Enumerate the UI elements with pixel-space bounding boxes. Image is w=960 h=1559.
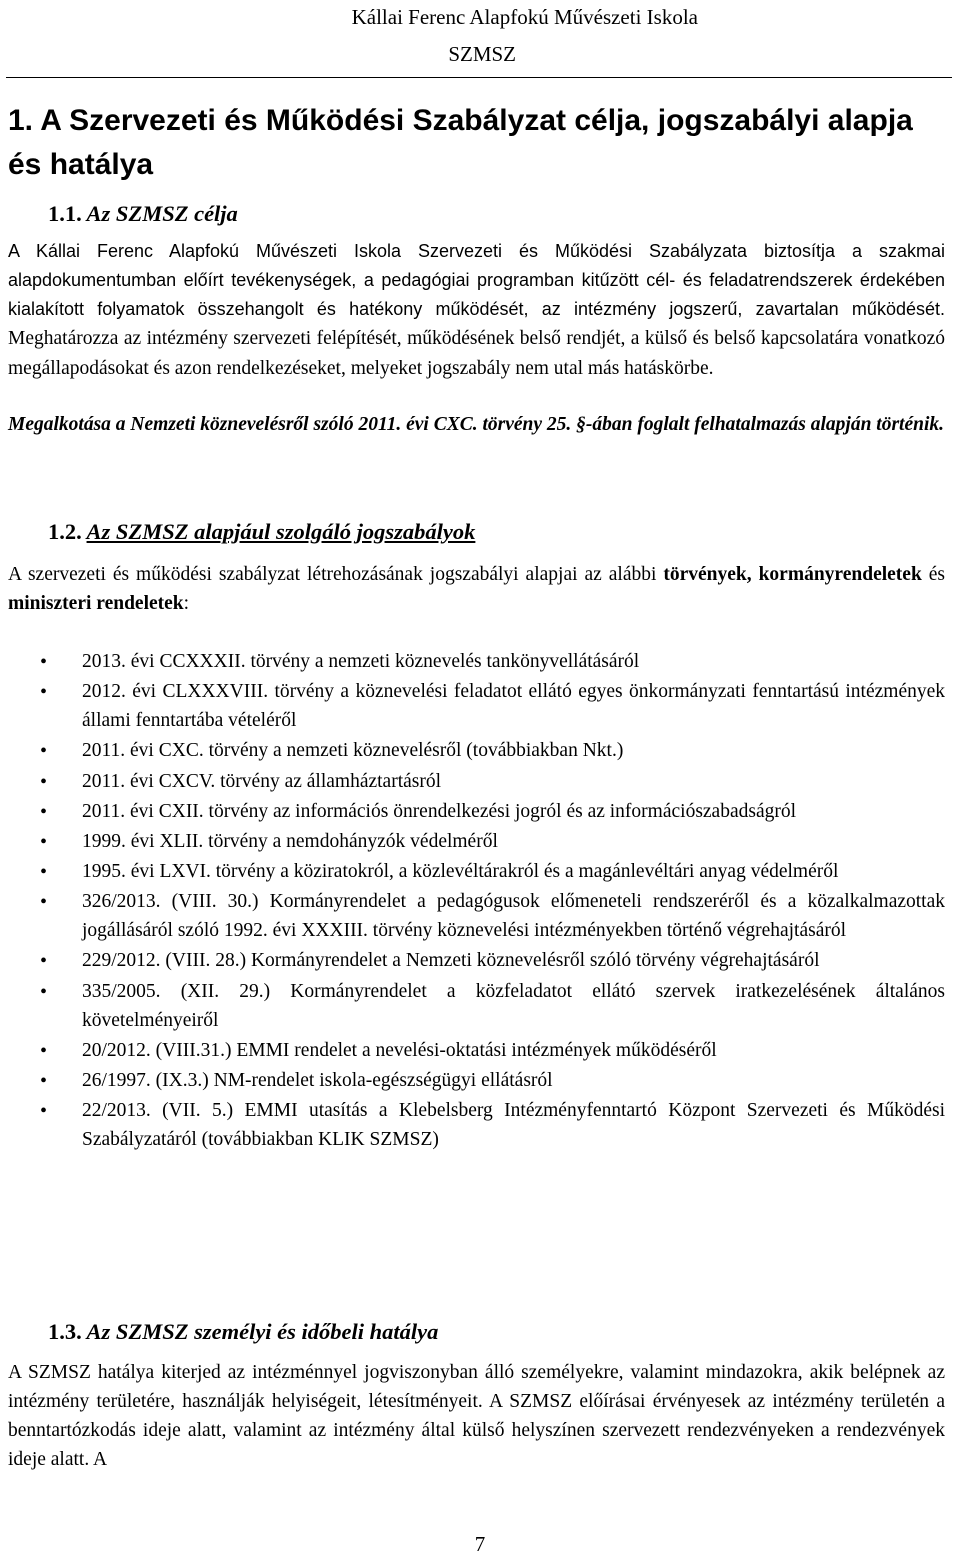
section-1-1-text-part1: A Kállai Ferenc Alapfokú Művészeti Iskola Szervezeti és Működési Szabályzata biztosítja a szakmai alapdokumentumban előírt tevékenységek, a pedagógiai programban kitűzött cél- és feladatrendszerek érdekében kialakított folyamatok összehangolt és hatékony működését, az intézmény jogszerű, zavartalan működését. (8, 241, 945, 319)
list-item-text: 22/2013. (VII. 5.) EMMI utasítás a Klebelsberg Intézményfenntartó Központ Szervezeti és Működési Szabályzatáról (továbbiakban KLIK SZMSZ) (82, 1100, 945, 1151)
list-item-text: 1995. évi LXVI. törvény a köziratokról, a közlevéltárakról és a magánlevéltári anyag védelméről (82, 861, 839, 883)
bullet-icon: • (40, 1100, 48, 1123)
section-1-title: 1. A Szervezeti és Működési Szabályzat célja, jogszabályi alapja és hatálya (8, 104, 913, 181)
section-1-2-heading (48, 519, 475, 545)
list-item (8, 798, 945, 827)
intro-emphasis-decrees: miniszteri rendeletek (8, 592, 184, 614)
list-item-text: 326/2013. (VIII. 30.) Kormányrendelet a pedagógusok előmeneteli rendszeréről és a közalkalmazottak jogállásáról szóló 1992. évi XXXIII. törvény köznevelési intézményekben történő végrehajtásáról (82, 891, 945, 942)
intro-colon: : (183, 592, 190, 614)
list-item-text: 1999. évi XLII. törvény a nemdohányzók védelméről (82, 830, 498, 852)
list-item-text: 20/2012. (VIII.31.) EMMI rendelet a nevelési-oktatási intézmények működéséről (82, 1039, 717, 1061)
bullet-icon: • (40, 770, 48, 793)
section-1-1-number: 1.1. (48, 201, 82, 226)
header-school-name: Kállai Ferenc Alapfokú Művészeti Iskola (351, 5, 698, 29)
section-1-3-number: 1.3. (48, 1319, 82, 1344)
list-item-text: 26/1997. (IX.3.) NM-rendelet iskola-egészségügyi ellátásról (82, 1069, 553, 1091)
section-1-1-text-part2: Meghatározza az intézmény szervezeti felépítését, működésének belső rendjét, a külső és belső kapcsolatára vonatkozó megállapodásokat és azon rendelkezéseket, melyeket jogszabály nem utal más hatáskörbe. (8, 327, 945, 379)
list-item-text: 2013. évi CCXXXII. törvény a nemzeti köznevelés tankönyvellátásáról (82, 651, 640, 672)
intro-text-and: és (921, 564, 945, 585)
bullet-icon: • (40, 861, 48, 884)
intro-text: A szervezeti és működési szabályzat létrehozásának jogszabályi alapjai az alábbi (8, 564, 664, 585)
section-1-3-title: Az SZMSZ személyi és időbeli hatálya (86, 1319, 439, 1344)
section-1-1-legal-basis: Megalkotása a Nemzeti köznevelésről szóló 2011. évi CXC. törvény 25. §-ában foglalt felhatalmazás alapján történik. (8, 414, 944, 435)
section-1-3-paragraph: A SZMSZ hatálya kiterjed az intézménnyel jogviszonyban álló személyekre, valamint mindazokra, akik belépnek az intézmény területére, használják helyiségeit, létesítményeit. A SZMSZ előírásai érvényesek az intézmény területén a benntartózkodás ideje alatt, valamint az intézmény által külső helyszínen szervezett rendezvényeken a rendezvények ideje alatt. A (8, 1362, 945, 1470)
bullet-icon: • (40, 950, 48, 973)
list-item-text: 2011. évi CXCV. törvény az államháztartásról (82, 770, 442, 792)
bullet-icon: • (40, 681, 48, 704)
list-item (8, 947, 945, 976)
page-number: 7 (474, 1532, 486, 1556)
list-item (8, 1037, 945, 1066)
bullet-icon: • (40, 1039, 48, 1062)
list-item (8, 737, 945, 766)
list-item-text: 2011. évi CXII. törvény az információs önrendelkezési jogról és az információszabadságról (82, 800, 797, 822)
list-item (8, 1097, 945, 1155)
bullet-icon: • (40, 980, 48, 1003)
list-item-text: 229/2012. (VIII. 28.) Kormányrendelet a Nemzeti köznevelésről szóló törvény végrehajtásáról (82, 950, 820, 972)
list-item-text: 2011. évi CXC. törvény a nemzeti köznevelésről (továbbiakban Nkt.) (82, 740, 624, 762)
section-1-2-intro (8, 561, 945, 619)
laws-list (8, 648, 945, 1155)
section-1-3-heading (48, 1319, 438, 1345)
section-1-1-heading (48, 201, 238, 227)
section-1-2-title: Az SZMSZ alapjául szolgáló jogszabályok (86, 519, 476, 544)
bullet-icon: • (40, 830, 48, 853)
list-item (8, 768, 945, 797)
section-1-2-number: 1.2. (48, 519, 82, 544)
header-doc-title: SZMSZ (448, 42, 516, 66)
list-item (8, 978, 945, 1036)
list-item-text: 2012. évi CLXXXVIII. törvény a köznevelési feladatot ellátó egyes önkormányzati fenntartású intézmények állami fenntartába vételéről (82, 681, 945, 732)
bullet-icon: • (40, 1069, 48, 1092)
list-item (8, 888, 945, 946)
bullet-icon: • (40, 800, 48, 823)
list-item-text: 335/2005. (XII. 29.) Kormányrendelet a közfeladatot ellátó szervek iratkezelésének általános követelményeiről (82, 980, 945, 1031)
list-item (8, 858, 945, 887)
section-1-1-title: Az SZMSZ célja (86, 201, 238, 226)
list-item (8, 1067, 945, 1096)
intro-emphasis-laws: törvények, kormányrendeletek (663, 564, 922, 585)
header-divider (6, 77, 952, 78)
list-item (8, 678, 945, 736)
list-item (8, 648, 945, 677)
list-item (8, 828, 945, 857)
bullet-icon: • (40, 651, 48, 673)
section-1-1-paragraph (8, 237, 945, 384)
bullet-icon: • (40, 740, 48, 763)
bullet-icon: • (40, 891, 48, 914)
